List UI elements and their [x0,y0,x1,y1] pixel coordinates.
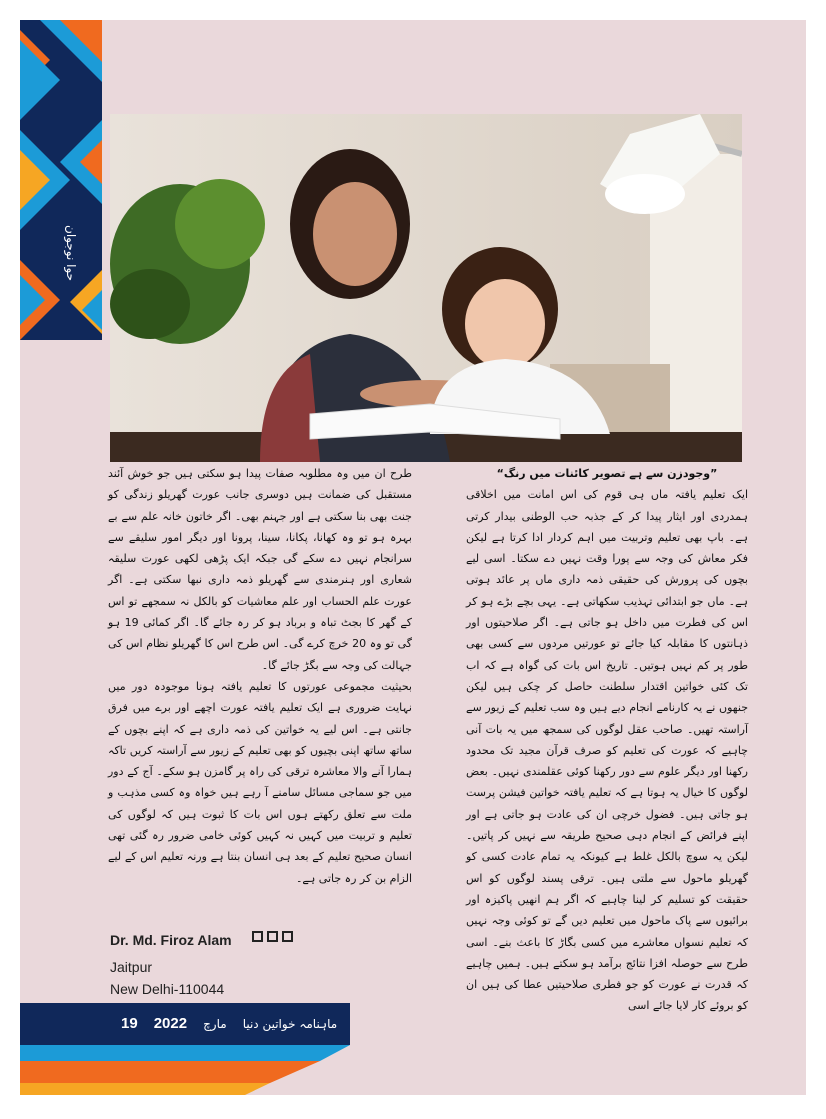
author-address-line2: New Delhi-110044 [110,981,225,997]
footer-month: مارچ [203,1017,227,1031]
article-column-right [466,463,748,1017]
article-paragraph: بحیثیت مجموعی عورتوں کا تعلیم یافتہ ہونا موجودہ دور میں نہایت ضروری ہے ایک تعلیم یافتہ عورت اچھے اور برے میں فرق جانتی ہے۔ اس لیے یہ خواتین کی ذمہ داری ہے کہ اپنے بچوں کے ساتھ ساتھ اپنی بچیوں کو بھی تعلیم کے زیور سے آراستہ کریں تاکہ ہمارا آنے والا معاشرہ ترقی کی راہ پر گامزن ہو سکے۔ آج کے دور میں جو سماجی مسائل سامنے آ رہے ہیں خواہ وہ کسی مذہب و ملت سے تعلق رکھتے ہوں اس بات کا ثبوت ہیں کہ لوگوں کی تعلیم و تربیت میں کہیں نہ کہیں کوئی خامی ضرور رہ گئی تھی انسان صحیح تعلیم کے بعد ہی انسان بنتا ہے ورنہ تعلیم اس کے لیے الزام بن کر رہ جاتی ہے۔ [108,679,412,885]
article-paragraph: ایک تعلیم یافتہ ماں ہی قوم کی اس امانت میں اخلاقی ہمدردی اور ایثار پیدا کر کے جذبہ حب الوطنی بیدار کرتی ہے۔ باپ بھی تعلیم وتربیت میں اہم کردار ادا کرتا ہے لیکن فکر معاش کی وجہ سے پورا وقت نہیں دے سکتا۔ اسی لیے بچوں کی پرورش کی حقیقی ذمہ داری ماں پر عائد ہوتی ہے۔ ماں جو ابتدائی تہذیب سکھاتی ہے۔ یہی بچے بڑے ہو کر اس کی فطرت میں داخل ہو جاتی ہے۔ اگر صلاحیتوں اور ذہانتوں کا مقابلہ کیا جائے تو عورتیں مردوں سے کسی بھی طور پر کم نہیں ہوتیں۔ تاریخ اس بات کی گواہ ہے کہ اب تک کئی خواتین اقتدار سلطنت حاصل کر چکی ہیں لیکن جنھوں نے یہ کارنامے انجام دیے ہیں وہ سب تعلیم کے زیور سے آراستہ تھیں۔ صاحب عقل لوگوں کی سمجھ میں یہ بات آنی چاہیے کہ عورت کی تعلیم کو صرف قرآن مجید تک محدود رکھنا اور دیگر علوم سے دور رکھنا کوئی عقلمندی نہیں۔ بعض لوگوں کا خیال یہ ہوتا ہے کہ تعلیم یافتہ خواتین فیشن پرست ہو جاتی ہیں۔ فضول خرچی ان کی عادت ہو جاتی ہے اور اپنے فرائض کے انجام دہی صحیح طریقہ سے نہیں کر پاتیں۔ لیکن یہ سوچ بالکل غلط ہے کیونکہ یہ تمام عادت کسی کو گھریلو ماحول سے ملتی ہیں۔ ترقی پسند لوگوں کو اس حقیقت کو تسلیم کر لینا چاہیے کہ اگر ہم انھیں پاکیزہ اور برائیوں سے پاک ماحول میں تعلیم دیں گے تو کوئی وجہ نہیں کہ تعلیم نسواں معاشرے میں کسی بگاڑ کا باعث بنے۔ اسی طرح سے حوصلہ افزا نتائج برآمد ہو سکتے ہیں۔ ہمیں چاہیے کہ قدرت نے عورت کو جو فطری صلاحیتیں عطا کی ہیں ان کو بروئے کار لایا جائے اسی [466,488,748,1013]
page-footer [20,1003,350,1095]
separator-boxes [252,931,293,942]
article-column-left [108,463,412,889]
article-paragraph: طرح ان میں وہ مطلوبہ صفات پیدا ہو سکتی ہیں جو خوش آئند مستقبل کی ضمانت ہیں دوسری جانب عورت گھریلو زندگی کو جنت بھی بنا سکتی ہے اور جہنم بھی۔ اگر خاتون خانہ علم سے بے بہرہ ہو تو وہ کھانا، پکانا، سینا، پرونا اور دیگر امور سلیقے سے سرانجام نہیں دے سکے گی جبکہ ایک پڑھی لکھی عورت سلیقہ شعاری اور ہنرمندی سے گھریلو ذمہ داری نبھا سکتی ہے۔ اگر عورت علم الحساب اور علم معاشیات کو بالکل نہ سمجھے تو اس کے گھر کا بجٹ تباہ و برباد ہو کر رہ جائے گا۔ اگر کمائی 19 ہو گی تو وہ 20 خرچ کرے گی۔ اس طرح اس کا گھریلو نظام اس کی جہالت کی وجہ سے بگڑ جائے گا۔ [108,467,413,672]
separator-box [282,931,293,942]
sidebar-label: حوا نوجوان [64,225,78,282]
chevron-pattern [20,20,102,340]
author-name: Dr. Md. Firoz Alam [110,932,232,948]
sidebar-decoration [20,20,102,340]
author-address-line1: Jaitpur [110,959,153,975]
mother-daughter-photo [110,114,742,462]
page-number: 19 [121,1015,138,1032]
footer-info [121,1015,337,1032]
separator-box [267,931,278,942]
footer-year: 2022 [153,1015,188,1032]
magazine-name: ماہنامہ خواتین دنیا [242,1017,338,1031]
article-heading-quote: ”وجودزن سے ہے تصویر کائنات میں رنگ“ [496,467,718,480]
separator-box [252,931,263,942]
